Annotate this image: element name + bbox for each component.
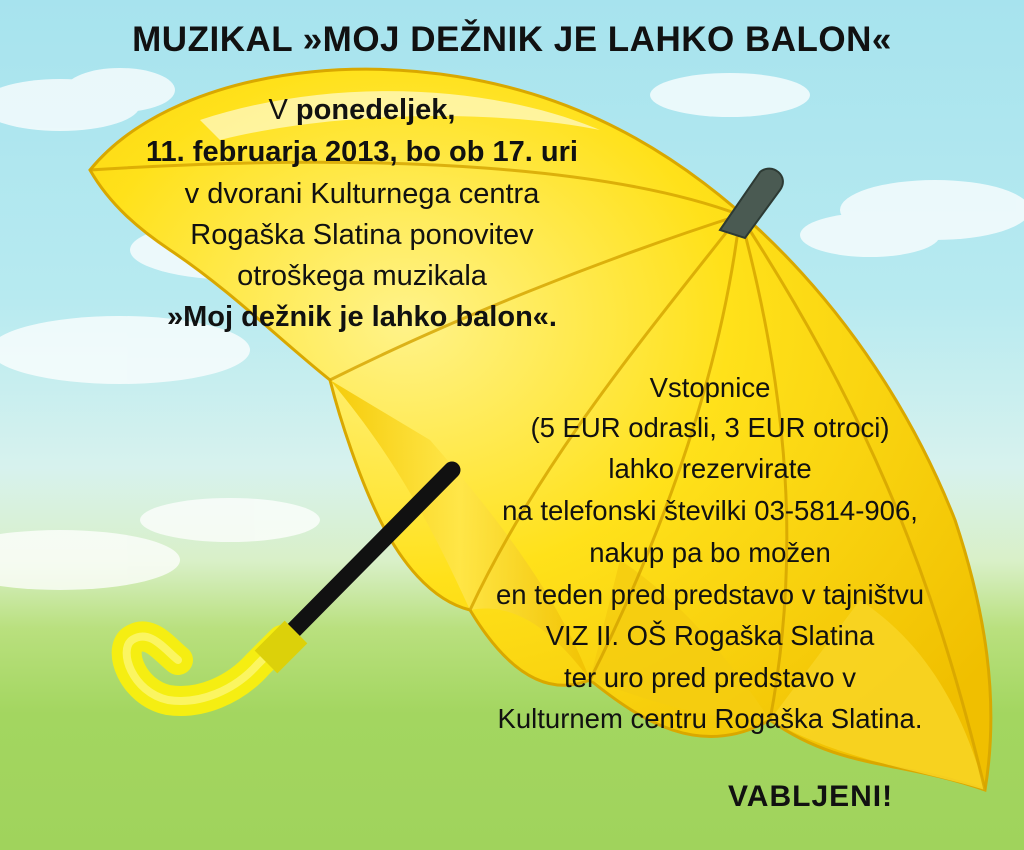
tickets-line-prices: (5 EUR odrasli, 3 EUR otroci) xyxy=(530,412,890,443)
umbrella-handle xyxy=(127,632,296,701)
tickets-line-6: en teden pred predstavo v tajništvu xyxy=(495,579,925,610)
intro-line-title: »Moj dežnik je lahko balon«. xyxy=(167,301,557,333)
tickets-line-8: ter uro pred predstavo v xyxy=(564,662,856,693)
tickets-line-3: lahko rezervirate xyxy=(608,453,812,484)
intro-line-venue: v dvorani Kulturnega centra xyxy=(184,178,540,210)
poster-title: MUZIKAL »MOJ DEŽNIK JE LAHKO BALON« xyxy=(132,20,892,59)
tickets-line-phone: na telefonski številki 03-5814-906, xyxy=(502,495,918,526)
tickets-line-5: nakup pa bo možen xyxy=(589,537,831,568)
intro-line-1: V ponedeljek, xyxy=(268,94,456,126)
intro-line-musical: otroškega muzikala xyxy=(237,260,487,292)
intro-line-date: 11. februarja 2013, bo ob 17. uri xyxy=(146,136,578,168)
tickets-line-school: VIZ II. OŠ Rogaška Slatina xyxy=(545,620,875,651)
invitation-text: VABLJENI! xyxy=(728,780,894,813)
intro-line-city: Rogaška Slatina ponovitev xyxy=(190,219,534,251)
tickets-line-9: Kulturnem centru Rogaška Slatina. xyxy=(497,703,923,734)
tickets-line-1: Vstopnice xyxy=(649,372,771,403)
